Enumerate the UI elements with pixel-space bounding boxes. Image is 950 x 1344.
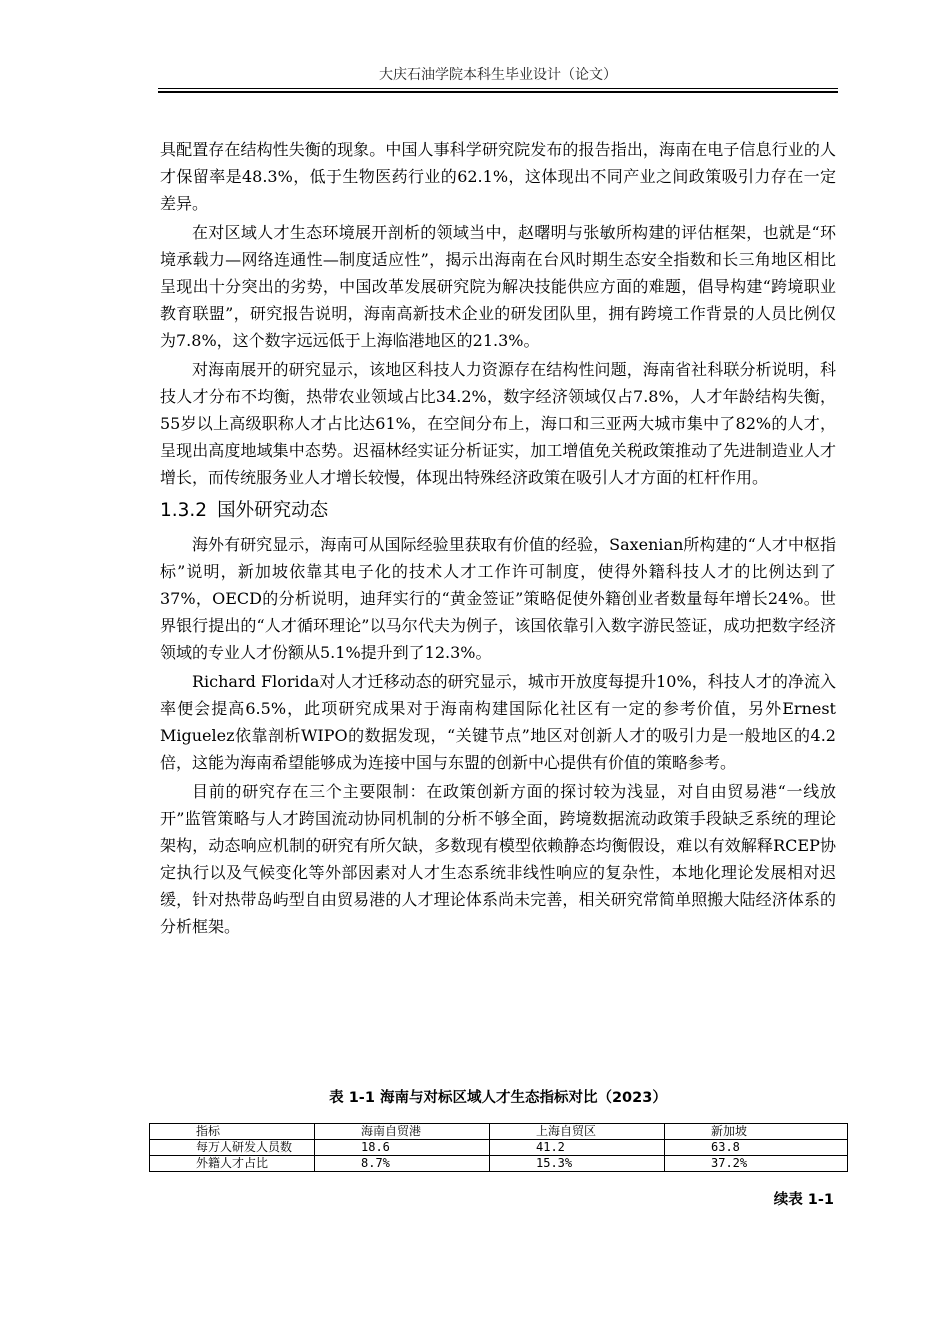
paragraph: 在对区域人才生态环境展开剖析的领域当中，赵曙明与张敏所构建的评估框架，也就是“环境承载力—网络连通性—制度适应性”，揭示出海南在台风时期生态安全指数和长三角地区相比呈现出十分突出的劣势，中国改革发展研究院为解决技能供应方面的难题，倡导构建“跨境职业教育联盟”，研究报告说明，海南高新技术企业的研发团队里，拥有跨境工作背景的人员比例仅为7.8%，这个数字远远低于上海临港地区的21.3%。 <box>160 223 836 350</box>
paragraph: Richard Florida对人才迁移动态的研究显示，城市开放度每提升10%，科技人才的净流入率便会提高6.5%，此项研究成果对于海南构建国际化社区有一定的参考价值，另外Ernest Miguelez依靠剖析WIPO的数据发现，“关键节点”地区对创新人才的吸引力是一般地区的4.2倍，这能为海南希望能够成为连接中国与东盟的创新中心提供有价值的策略参考。 <box>160 672 836 772</box>
table-header-row <box>150 1124 848 1140</box>
comparison-table <box>149 1123 848 1172</box>
table-cell: 63.8 <box>665 1140 848 1156</box>
table-continued-label: 续表 1-1 <box>773 1192 834 1208</box>
table-row <box>150 1140 848 1156</box>
section-title: 国外研究动态 <box>217 500 329 521</box>
table-cell: 8.7% <box>315 1156 490 1172</box>
table-row <box>150 1156 848 1172</box>
table-cell: 15.3% <box>490 1156 665 1172</box>
table-cell: 每万人研发人员数 <box>150 1140 315 1156</box>
header-rule <box>158 88 838 89</box>
table-cell: 18.6 <box>315 1140 490 1156</box>
header-rule-thick <box>158 91 838 93</box>
table-header-cell: 上海自贸区 <box>490 1124 665 1140</box>
section-number: 1.3.2 <box>160 500 208 521</box>
table-cell: 外籍人才占比 <box>150 1156 315 1172</box>
table-caption: 表 1-1 海南与对标区域人才生态指标对比（2023） <box>329 1090 667 1106</box>
table-header-cell: 新加坡 <box>665 1124 848 1140</box>
table-cell: 37.2% <box>665 1156 848 1172</box>
paragraph: 具配置存在结构性失衡的现象。中国人事科学研究院发布的报告指出，海南在电子信息行业的人才保留率是48.3%，低于生物医药行业的62.1%，这体现出不同产业之间政策吸引力存在一定差异。 <box>160 140 836 213</box>
body-text <box>160 136 836 942</box>
table-header-cell: 海南自贸港 <box>315 1124 490 1140</box>
table-cell: 41.2 <box>490 1140 665 1156</box>
paragraph: 对海南展开的研究显示，该地区科技人力资源存在结构性问题，海南省社科联分析说明，科技人才分布不均衡，热带农业领域占比34.2%，数字经济领域仅占7.8%，人才年龄结构失衡，55岁以上高级职称人才占比达61%，在空间分布上，海口和三亚两大城市集中了82%的人才，呈现出高度地域集中态势。迟福林经实证分析证实，加工增值免关税政策推动了先进制造业人才增长，而传统服务业人才增长较慢，体现出特殊经济政策在吸引人才方面的杠杆作用。 <box>160 360 836 487</box>
paragraph: 目前的研究存在三个主要限制：在政策创新方面的探讨较为浅显，对自由贸易港“一线放开”监管策略与人才跨国流动协同机制的分析不够全面，跨境数据流动政策手段缺乏系统的理论架构，动态响应机制的研究有所欠缺，多数现有模型依赖静态均衡假设，难以有效解释RCEP协定执行以及气候变化等外部因素对人才生态系统非线性响应的复杂性，本地化理论发展相对迟缓，针对热带岛屿型自由贸易港的人才理论体系尚未完善，相关研究常简单照搬大陆经济体系的分析框架。 <box>160 782 836 936</box>
page-header: 大庆石油学院本科生毕业设计（论文） <box>379 67 617 83</box>
table-header-cell: 指标 <box>150 1124 315 1140</box>
paragraph: 海外有研究显示，海南可从国际经验里获取有价值的经验，Saxenian所构建的“人才中枢指标”说明，新加坡依靠其电子化的技术人才工作许可制度，使得外籍科技人才的比例达到了37%，OECD的分析说明，迪拜实行的“黄金签证”策略促使外籍创业者数量每年增长24%。世界银行提出的“人才循环理论”以马尔代夫为例子，该国依靠引入数字游民签证，成功把数字经济领域的专业人才份额从5.1%提升到了12.3%。 <box>160 535 836 662</box>
section-heading <box>160 493 836 529</box>
